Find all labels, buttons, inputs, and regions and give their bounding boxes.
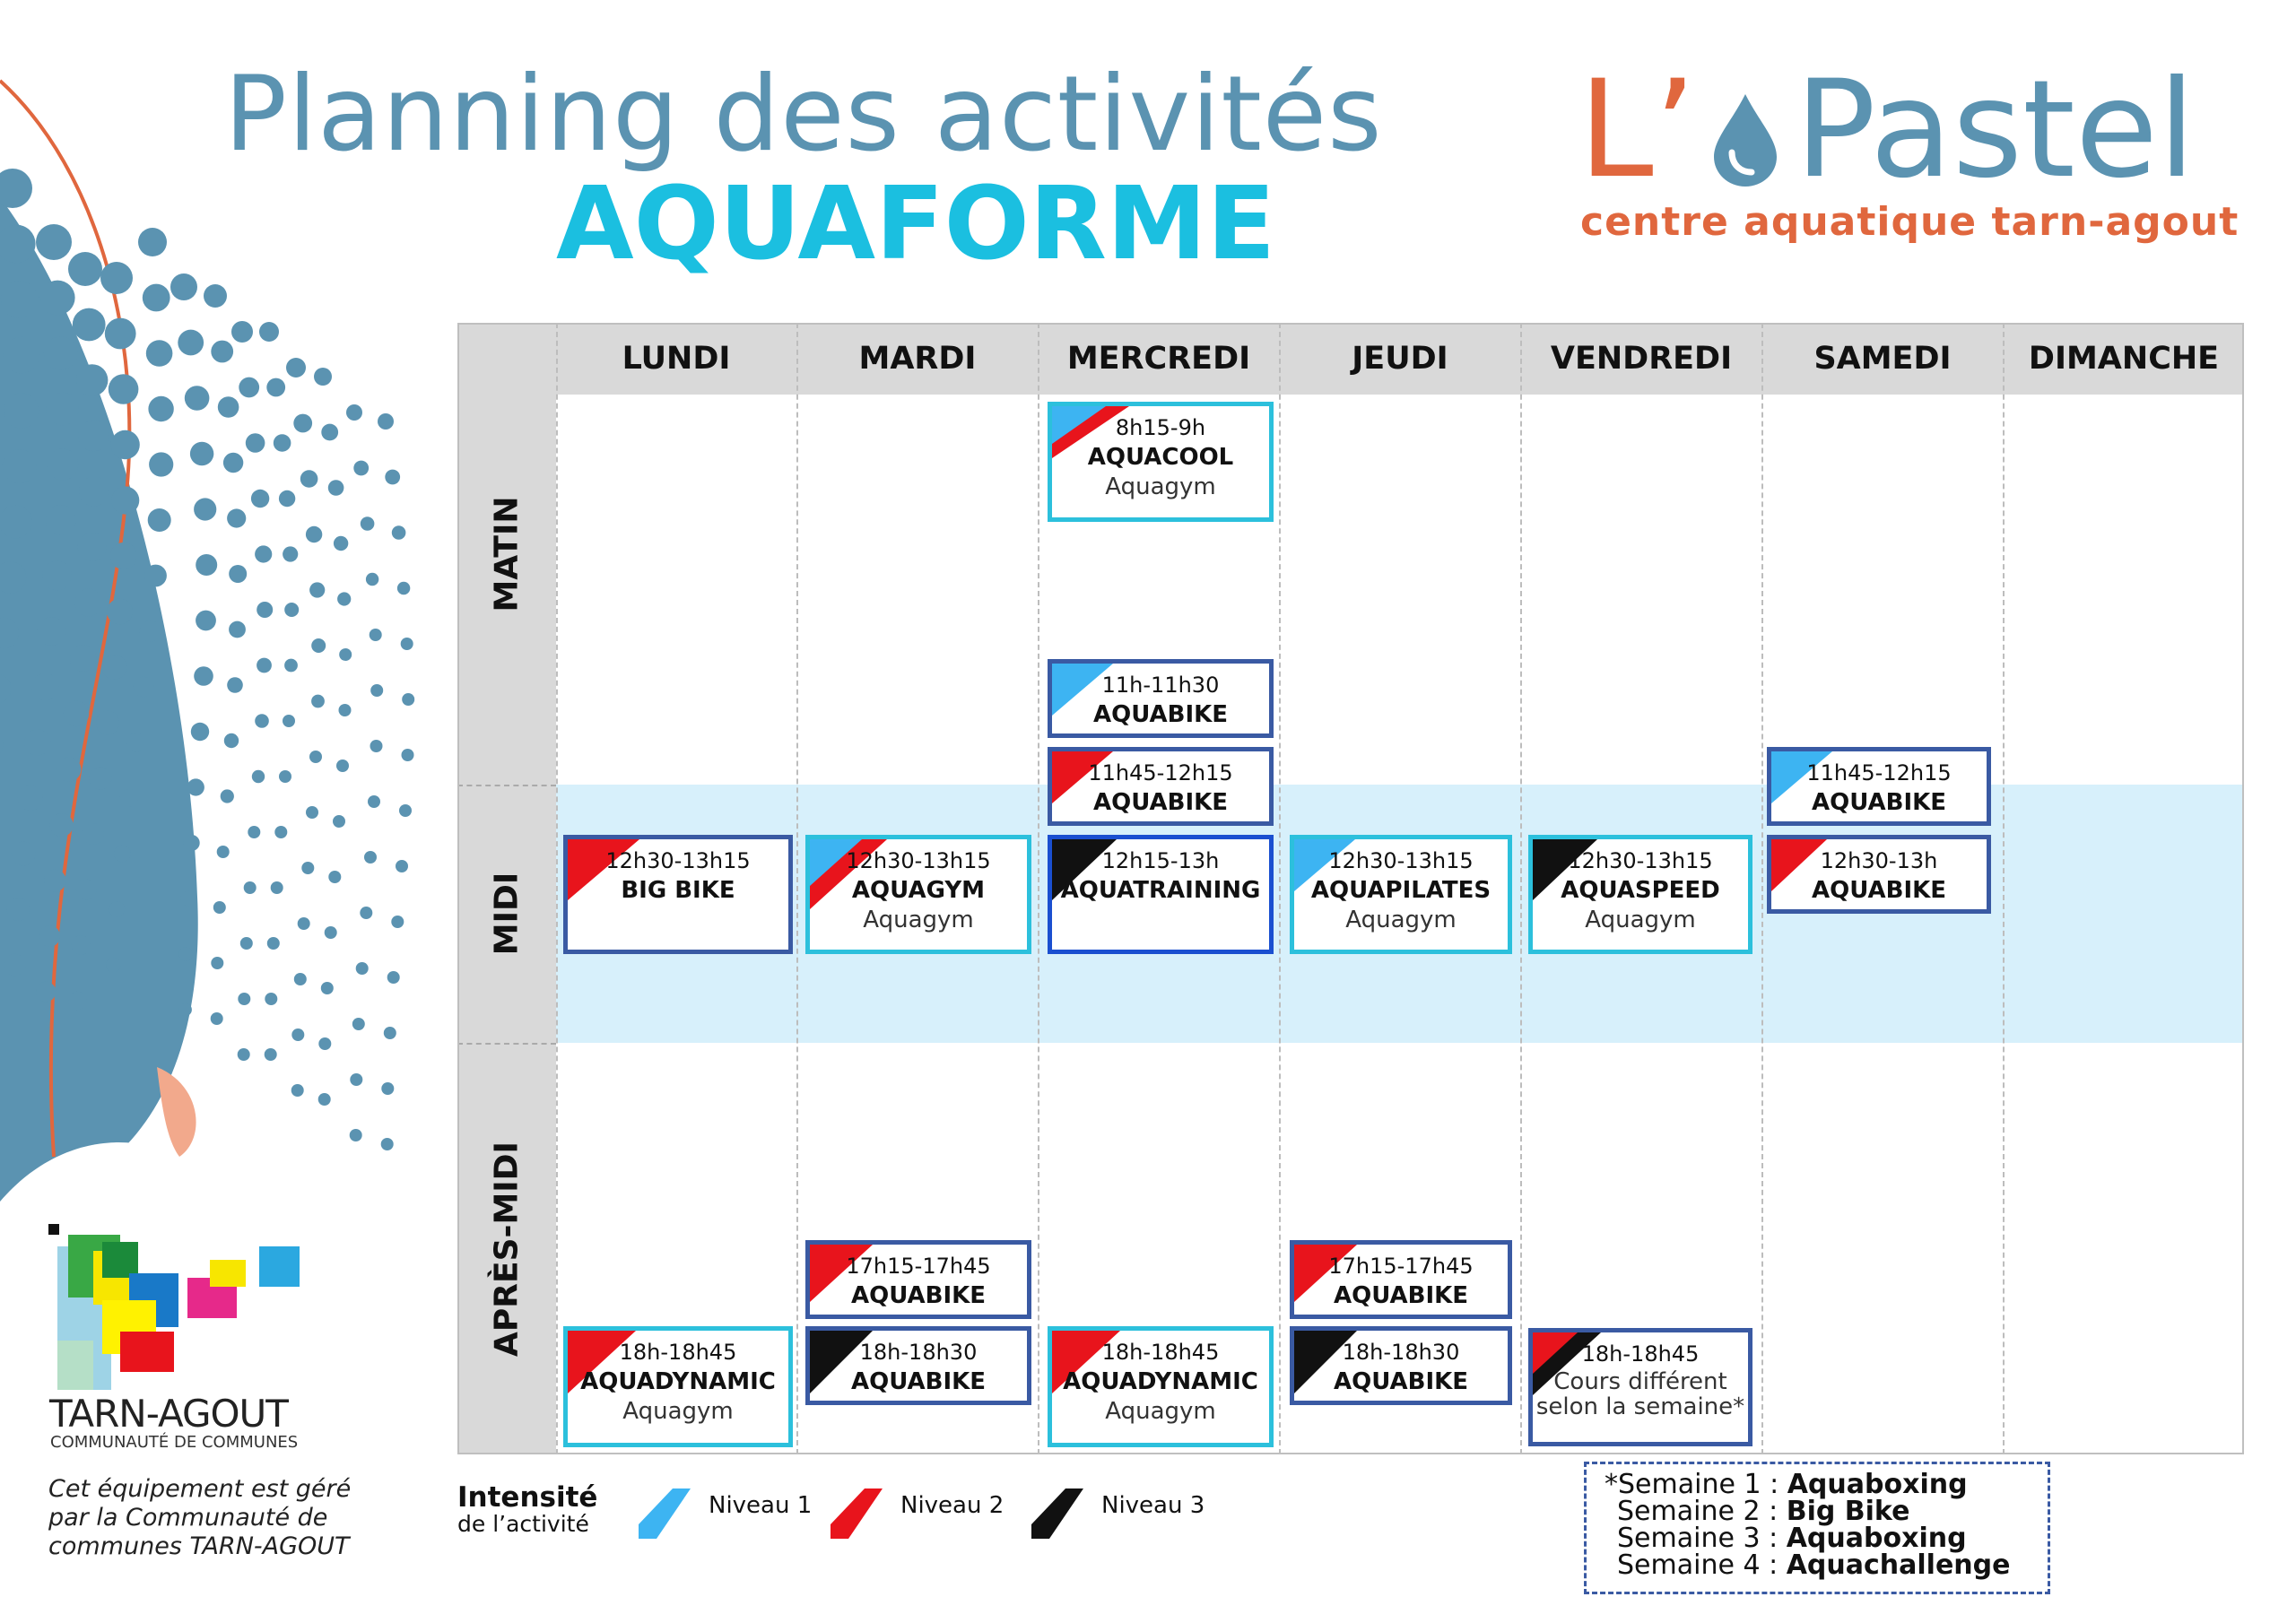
decorative-dot [185,386,210,411]
decorative-dot [140,621,161,642]
decorative-dot [381,1138,394,1150]
decorative-dot [184,835,200,851]
decorative-dot [100,262,133,294]
decorative-dot [211,341,233,363]
decorative-dot [83,823,104,845]
session-card[interactable] [563,1326,793,1447]
decorative-dot [300,470,318,488]
decorative-dot [218,396,239,418]
decorative-dot [321,424,338,441]
session-card[interactable] [1048,835,1274,954]
decorative-dot [102,655,127,680]
decorative-dot [224,733,239,748]
decorative-dot [229,621,246,638]
decorative-dot [311,638,326,653]
decorative-dot [314,368,332,386]
session-time: 18h-18h45 [1101,1340,1220,1365]
decorative-dot [126,733,145,751]
session-time: 18h-18h30 [1342,1340,1460,1365]
session-card[interactable] [805,1326,1031,1405]
decorative-dot [370,684,383,697]
title-line1: Planning des activités [224,54,1383,175]
session-name: AQUABIKE [850,1282,987,1309]
session-name: AQUADYNAMIC [1063,1368,1258,1395]
week-1: *Semaine 1 : Aquaboxing [1605,1469,1968,1500]
decorative-dot [3,337,39,373]
decorative-dot [265,993,277,1005]
decorative-dot [4,393,39,428]
session-subtitle: Aquagym [1105,1398,1216,1425]
decorative-dot [170,273,197,300]
session-card[interactable] [1290,1240,1512,1319]
decorative-dot [361,516,375,531]
decorative-dot [385,470,400,485]
session-name: AQUACOOL [1087,444,1234,471]
level-2-swatch [831,1488,884,1539]
decorative-dot [194,498,216,520]
session-time: 12h30-13h15 [846,848,991,873]
decorative-dot [149,452,173,476]
decorative-dot [111,486,139,514]
decorative-dot [39,925,61,947]
decorative-dot [334,536,348,551]
decorative-dot [321,982,334,994]
decorative-dot [221,789,234,803]
decorative-dot [78,533,107,561]
decorative-dot [402,749,414,761]
weeks-note [1584,1462,2050,1594]
decorative-dot [387,971,400,984]
session-card[interactable] [1290,835,1512,954]
decorative-dot [240,937,253,950]
decorative-dot [4,954,25,976]
session-time: 12h15-13h [1101,848,1220,873]
decorative-dot [267,937,280,950]
decorative-dot [246,433,265,453]
decorative-dot [179,947,194,961]
decorative-dot [274,434,291,452]
decorative-dot [399,804,412,817]
decorative-dot [68,992,86,1010]
decorative-dot [36,224,72,260]
decorative-dot [38,617,66,646]
decorative-dot [76,364,109,396]
session-name: AQUABIKE [1811,789,1947,816]
session-time: 12h30-13h [1820,848,1938,873]
decorative-dot [283,715,295,727]
decorative-dot [42,561,72,591]
decorative-dot [370,629,382,641]
session-card[interactable] [1528,835,1752,954]
decorative-dot [18,785,43,811]
decorative-dot [187,778,204,795]
session-subtitle: Aquagym [1345,907,1457,933]
decorative-dot [381,1082,394,1095]
decorative-dot [286,358,306,378]
decorative-dot [105,318,136,350]
decorative-dot [120,789,138,807]
decorative-dot [244,881,257,894]
decorative-dot [356,962,369,975]
session-name: AQUABIKE [850,1368,987,1395]
decorative-dot [306,806,318,819]
decorative-dot [397,582,410,595]
legend-level-2-label: Niveau 2 [900,1492,1004,1519]
week-2: Semaine 2 : Big Bike [1617,1496,1910,1527]
period-label-apres-midi: APRÈS-MIDI [488,1141,526,1357]
decorative-dot [46,393,78,425]
decorative-dot [294,973,307,985]
legend-level-3-label: Niveau 3 [1101,1492,1205,1519]
decorative-dot [231,321,253,343]
decorative-dot [274,826,287,838]
decorative-dot [6,898,30,921]
session-card[interactable] [1048,402,1274,522]
decorative-dot [252,770,265,783]
session-time: 18h-18h45 [1581,1341,1700,1367]
session-name: AQUABIKE [1092,701,1229,728]
decorative-dot [178,330,204,356]
brand-logo [1578,52,2196,208]
decorative-dot [109,374,139,404]
decorative-dot [284,603,299,617]
decorative-dot [293,414,312,433]
decorative-dot [360,907,372,919]
day-header-jeudi: JEUDI [1352,341,1448,377]
decorative-dot [179,1003,192,1016]
decorative-dot [402,693,414,706]
decorative-dot [3,449,37,483]
decorative-dot [238,993,250,1005]
level-3-swatch [1031,1488,1085,1539]
session-name: AQUATRAINING [1060,877,1261,904]
decorative-dot [350,1129,362,1141]
decorative-dot [353,461,369,476]
decorative-dot [0,169,32,208]
decorative-dot [109,901,126,917]
decorative-dot [396,860,408,872]
decorative-dot [265,1048,277,1061]
decorative-dot [191,723,209,741]
legend-subtitle: de l’activité [457,1511,589,1537]
decorative-dot [311,695,325,708]
decorative-dot [47,448,78,480]
decorative-dot [251,490,269,508]
decorative-dot [339,648,352,661]
decorative-dot [328,871,341,883]
session-name: AQUABIKE [1092,789,1229,816]
decorative-dot [350,1073,362,1086]
decorative-dot [328,480,344,496]
decorative-dot [50,813,74,837]
decorative-dot [148,508,171,532]
decorative-dot [378,413,394,430]
decorative-dot [248,826,260,838]
session-name: Cours différent [1553,1368,1727,1395]
day-header-samedi: SAMEDI [1813,341,1952,377]
decorative-dot [279,490,295,507]
decorative-dot [301,862,314,874]
decorative-dot [291,1028,304,1041]
decorative-dot [298,917,310,930]
session-card[interactable] [1048,747,1274,826]
decorative-dot [107,599,133,625]
session-name: AQUABIKE [1333,1368,1469,1395]
session-subtitle: Aquagym [1105,473,1216,500]
decorative-dot [148,396,173,421]
session-time: 12h30-13h15 [605,848,751,873]
decorative-dot [366,573,378,586]
decorative-dot [190,442,213,465]
decorative-dot [46,505,76,535]
day-header-lundi: LUNDI [622,341,731,377]
decorative-dot [227,508,246,527]
decorative-dot [259,322,279,342]
decorative-dot [204,284,227,308]
decorative-dot [257,658,272,673]
title-line2: AQUAFORME [556,166,1275,282]
decorative-dot [72,935,91,955]
session-name: AQUAGYM [851,877,986,904]
decorative-dot [339,704,352,716]
decorative-dot [110,542,137,569]
legend-title: Intensité [457,1481,598,1514]
decorative-dot [89,767,111,789]
decorative-dot [211,1012,223,1025]
decorative-dot [180,891,196,907]
decorative-dot [57,757,81,781]
session-time: 17h15-17h45 [1328,1254,1474,1279]
decorative-dot [333,815,345,828]
decorative-dot [352,1018,365,1030]
decorative-dot [309,751,322,763]
decorative-dot [114,846,131,863]
decorative-dot [271,881,283,894]
decorative-dot [364,851,377,864]
period-label-midi: MIDI [488,872,526,956]
decorative-dot [239,378,259,398]
session-card[interactable] [1048,1326,1274,1447]
decorative-dot [96,711,119,734]
decorative-dot [211,957,223,969]
decorative-dot [194,666,213,686]
level-1-swatch [639,1488,692,1539]
org-name: TARN-AGOUT [49,1392,288,1436]
decorative-dot [31,673,58,700]
decorative-dot [391,916,404,928]
decorative-dot [346,404,362,421]
session-time: 12h30-13h15 [1568,848,1713,873]
brand-name: Pastel [1795,52,2196,208]
decorative-dot [370,740,383,752]
decorative-dot [283,546,298,561]
session-name: AQUABIKE [1811,877,1947,904]
session-time: 11h-11h30 [1101,673,1220,698]
session-name: AQUASPEED [1561,877,1720,904]
decorative-dot [255,545,272,562]
session-time: 18h-18h45 [619,1340,737,1365]
decorative-dot [143,284,170,312]
decorative-dot [106,958,120,972]
session-time: 8h15-9h [1115,415,1206,440]
decorative-dot [284,659,298,673]
decorative-dot [337,592,351,605]
session-time: 18h-18h30 [859,1340,978,1365]
decorative-dot [24,729,50,755]
decorative-dot [44,870,66,892]
session-time: 17h15-17h45 [846,1254,991,1279]
decorative-dot [73,308,106,342]
decorative-dot [40,281,75,316]
session-time: 11h45-12h15 [1806,760,1952,785]
session-name: BIG BIKE [621,877,735,904]
decorative-dot [255,714,269,728]
water-drop-icon [1705,90,1786,188]
session-card[interactable] [805,1240,1031,1319]
decorative-dot [384,1027,396,1039]
decorative-dot [368,795,380,808]
day-header-dimanche: DIMANCHE [2028,341,2220,377]
decorative-dot [70,645,97,672]
session-card[interactable] [1290,1326,1512,1405]
decorative-dot [79,476,109,506]
decorative-dot [144,565,167,587]
brand-subtitle: centre aquatique tarn-agout [1580,199,2239,245]
decorative-dot [229,565,247,583]
tarn-agout-logo-icon [48,1224,309,1394]
decorative-dot [238,1048,250,1061]
decorative-dot [64,701,89,726]
decorative-dot [134,677,153,697]
session-subtitle: Aquagym [863,907,974,933]
decorative-dot [138,228,167,256]
decorative-dot [309,582,325,597]
decorative-dot [266,378,285,397]
session-name: AQUAPILATES [1310,877,1492,904]
decorative-background [0,0,422,1273]
session-card[interactable] [1767,835,1991,914]
managed-by-note: Cet équipement est géré par la Communauté de communes TARN-AGOUT [48,1475,352,1560]
decorative-dot [74,589,102,617]
decorative-dot [68,252,102,286]
session-name: AQUABIKE [1333,1282,1469,1309]
org-subtitle: COMMUNAUTÉ DE COMMUNES [50,1433,299,1452]
decorative-dot [146,340,173,367]
session-card[interactable] [1528,1328,1752,1446]
decorative-dot [279,770,291,783]
period-label-matin: MATIN [488,496,526,612]
week-4: Semaine 4 : Aquachallenge [1617,1549,2011,1581]
session-time: 11h45-12h15 [1088,760,1233,785]
decorative-dot [291,1084,304,1097]
decorative-dot [12,842,36,866]
session-name: AQUADYNAMIC [580,1368,776,1395]
decorative-dot [0,506,32,539]
decorative-dot [213,901,226,914]
legend-level-1-label: Niveau 1 [709,1492,813,1519]
decorative-dot [223,453,243,473]
session-subtitle: Aquagym [622,1398,734,1425]
decorative-dot [325,926,337,939]
decorative-dot [257,602,273,618]
decorative-dot [227,677,243,693]
session-card[interactable] [805,835,1031,954]
decorative-dot [110,430,139,459]
decorative-dot [196,611,216,631]
day-header-mardi: MARDI [858,341,977,377]
session-card[interactable] [1767,747,1991,826]
decorative-dot [1,281,39,318]
day-header-vendredi: VENDREDI [1550,341,1733,377]
decorative-dot [76,880,97,900]
decorative-dot [196,554,217,576]
session-subtitle: selon la semaine* [1535,1393,1745,1420]
decorative-dot [78,421,109,451]
brand-l: L’ [1578,52,1697,208]
day-header-mercredi: MERCREDI [1066,341,1251,377]
decorative-dot [44,336,78,370]
week-3: Semaine 3 : Aquaboxing [1617,1523,1967,1554]
session-card[interactable] [1048,659,1274,738]
session-card[interactable] [563,835,793,954]
session-time: 12h30-13h15 [1328,848,1474,873]
decorative-dot [401,638,413,650]
decorative-dot [318,1093,331,1106]
session-subtitle: Aquagym [1585,907,1696,933]
decorative-dot [392,525,406,540]
decorative-dot [217,846,230,858]
decorative-dot [306,526,322,542]
decorative-dot [36,982,56,1002]
decorative-dot [336,759,349,772]
decorative-dot [318,1037,331,1050]
